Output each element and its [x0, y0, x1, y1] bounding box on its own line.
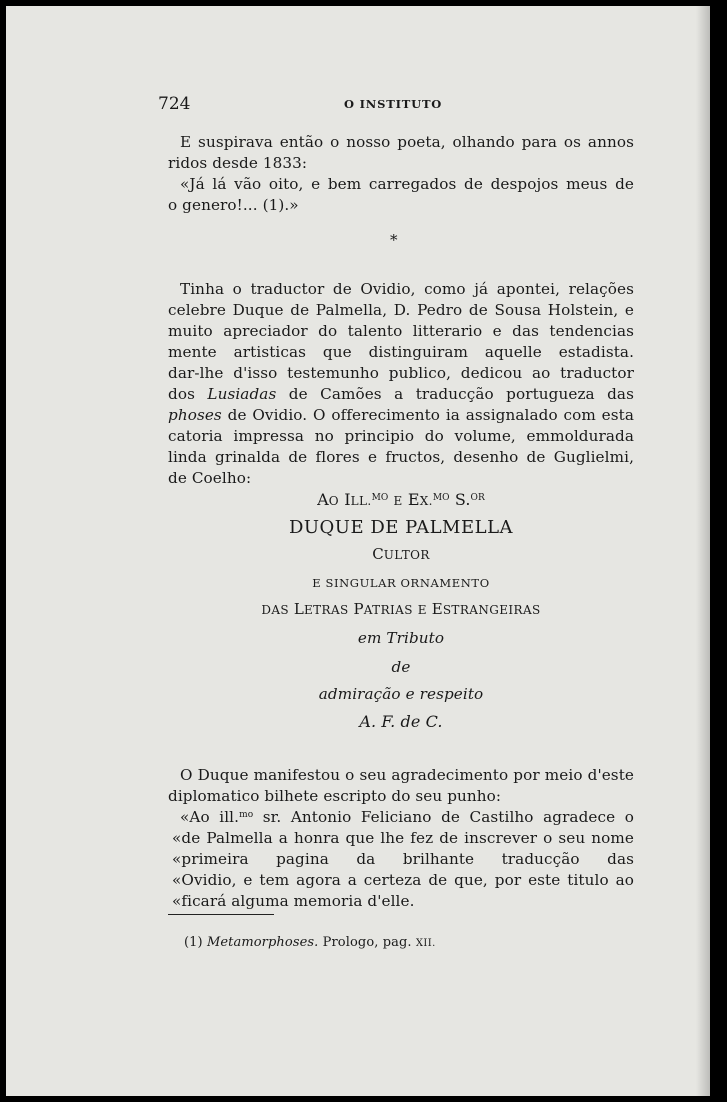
dedication-line: DAS LETRAS PATRIAS E ESTRANGEIRAS: [261, 600, 541, 618]
text-run: dos: [168, 385, 195, 403]
text-run: «Ao ill.$^{mo}$: [180, 808, 254, 826]
text-run: sr. Antonio Feliciano de Castilho agradece o: [262, 808, 634, 826]
dedication-salutation: AO ILL.$^{MO}$ E EX.$^{MO}$ S.$^{OR}$: [317, 490, 485, 509]
text-line: mente artisticas que distinguiram aquelle estadista.: [168, 343, 634, 361]
dedication-line: admiração e respeito: [318, 685, 484, 703]
section-separator: *: [390, 231, 398, 249]
footnote: (1) Metamorphoses. Prologo, pag. XII.: [184, 935, 436, 950]
text-line: catoria impressa no principio do volume, emmoldurada: [168, 427, 634, 445]
text-line: o genero!... (1).»: [168, 196, 299, 214]
dedication-line: de: [391, 658, 411, 676]
text-run: de Camões a traducção portugueza das: [288, 385, 634, 403]
dedication-signature: A. F. de C.: [359, 712, 443, 731]
dedication-line: CULTOR: [372, 545, 430, 563]
text-line: celebre Duque de Palmella, D. Pedro de Sousa Holstein, e: [168, 301, 634, 319]
text-line: E suspirava então o nosso poeta, olhando para os annos: [180, 133, 634, 151]
running-title: O INSTITUTO: [344, 97, 443, 111]
text-line: O Duque manifestou o seu agradecimento por meio d'este: [180, 766, 634, 784]
footnote-rule: [168, 914, 274, 915]
text-line: de Coelho:: [168, 469, 252, 487]
book-title: Lusiadas: [207, 385, 277, 403]
text-line: ridos desde 1833:: [168, 154, 308, 172]
text-line: dar-lhe d'isso testemunho publico, dedicou ao traductor: [168, 364, 634, 382]
text-run: de Ovidio. O offerecimento ia assignalado com esta: [227, 406, 634, 424]
text-line: Tinha o traductor de Ovidio, como já apontei, relações: [180, 280, 634, 298]
text-line: [172, 849, 634, 870]
text-line: linda grinalda de flores e fructos, desenho de Guglielmi,: [168, 448, 634, 466]
text-line: «de Palmella a honra que lhe fez de inscrever o seu nome: [172, 829, 634, 847]
text-line: «Ovidio, e tem agora a certeza de que, por este titulo ao: [172, 871, 634, 889]
book-page: [6, 6, 710, 1096]
dedication-line: E SINGULAR ORNAMENTO: [312, 576, 490, 590]
text-line: [168, 405, 634, 426]
text-line: [180, 807, 634, 828]
text-line: «Já lá vão oito, e bem carregados de despojos meus de: [180, 175, 634, 193]
text-run: «primeira pagina da brilhante traducção das: [172, 850, 634, 868]
text-line: «ficará alguma memoria d'elle.: [172, 892, 415, 910]
dedication-line: em Tributo: [357, 629, 445, 647]
dedication-name: DUQUE DE PALMELLA: [288, 517, 514, 538]
page-number: 724: [158, 94, 191, 114]
text-line: muito apreciador do talento litterario e das tendencias: [168, 322, 634, 340]
text-line: [168, 384, 634, 405]
book-title: phoses: [168, 406, 222, 424]
text-line: diplomatico bilhete escripto do seu punho:: [168, 787, 502, 805]
